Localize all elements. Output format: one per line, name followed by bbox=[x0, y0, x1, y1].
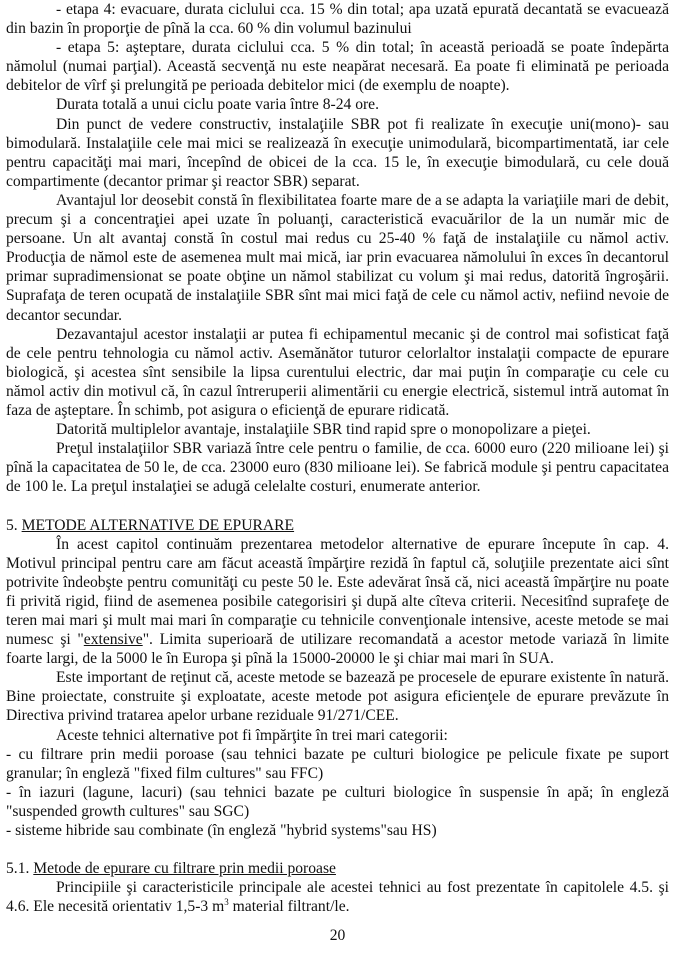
paragraph-construction: Din punct de vedere constructiv, instalaţiile SBR pot fi realizate în execuţie uni(mono)- sau bimodulară. Instalaţiile cele mai mici se realizează în execuţie unimodulară, bicompartimentată, iar cele pentru capacităţi mai mari, începînd de obicei de la cca. 15 le, în execuţie bimodulară, cu cele două compartimente (decantor primar şi reactor SBR) separat. bbox=[6, 115, 669, 190]
intro-text: În acest capitol continuăm prezentarea metodelor alternative de epurare începute în cap. 4. Motivul principal pentru care am făcut această împărţire rezidă în faptul că, soluţiile prezentate aici sînt potrivite îndeobşte pentru comunităţi cu peste 50 le. Este adevărat însă că, nici această împărţire nu poate fi privită rigid, fiind de asemenea posibile categorisiri şi după alte cîteva criterii. Necesitînd suprafeţe de teren mai mari şi mult mai mari în comparaţie cu tehnicile convenţionale intensive, aceste metode se mai numesc şi " bbox=[6, 535, 669, 649]
filter-text: Principiile şi caracteristicile principale ale acestei tehnici au fost prezentate în capitolele 4.5. şi 4.6. Ele necesită orientativ 1,5-3 m bbox=[6, 879, 669, 916]
paragraph-cycle-duration: Durata totală a unui ciclu poate varia între 8-24 ore. bbox=[56, 96, 379, 114]
filter-text-end: material filtrant/le. bbox=[228, 898, 350, 916]
paragraph-filter-media bbox=[6, 878, 669, 916]
paragraph-advantages: Avantajul lor deosebit constă în flexibilitatea foarte mare de a se adapta la variaţiile mari de debit, precum şi a concentraţiei apei uzate în poluanţi, caracteristică evacuărilor de la un număr mic de persoane. Un alt avantaj constă în costul mai redus cu 25-40 % faţă de instalaţiile cu nămol activ. Producţia de nămol este de asemenea mult mai mică, iar prin evacuarea nămolului în exces în decantorul primar supradimensionat se poate obţine un nămol stabilizat cu volum şi mai redus, datorită îngroşării. Suprafaţa de teren ocupată de instalaţiile SBR sînt mai mici faţă de cele cu nămol activ, nefiind nevoie de decantor secundar. bbox=[6, 191, 669, 324]
paragraph-categories-intro: Aceste tehnici alternative pot fi împărţite în trei mari categorii: bbox=[56, 726, 448, 744]
paragraph-price: Preţul instalaţiilor SBR variază între cele pentru o familie, de cca. 6000 euro (220 milioane lei) şi pînă la capacitatea de 50 le, de cca. 23000 euro (830 milioane lei). Se fabrică module şi pentru capacitatea de 100 le. La preţul instalaţiei se adugă celelalte costuri, enumerate anterior. bbox=[6, 440, 669, 496]
category-item: - cu filtrare prin medii poroase (sau tehnici bazate pe culturi biologice pe pelicule fixate pe suport granular; în engleză "fixed film cultures" sau FFC) bbox=[6, 745, 669, 782]
section-heading-5-1 bbox=[6, 859, 669, 878]
section-title: METODE ALTERNATIVE DE EPURARE bbox=[21, 516, 295, 534]
paragraph-disadvantages: Dezavantajul acestor instalaţii ar putea fi echipamentul mecanic şi de control mai sofisticat faţă de cele pentru tehnologia cu nămol activ. Asemănător tuturor celorlaltor instalaţii compacte de epurare biologică, şi acestea sînt sensibile la lipsa curentului electric, dar mai puţin în comparaţie cu cele cu nămol activ din motivul că, în cazul întreruperii alimentării cu energie electrică, sistemul intră automat în faza de aşteptare. În schimb, pot asigura o eficienţă de epurare ridicată. bbox=[6, 325, 669, 419]
superscript-3: 3 bbox=[224, 897, 229, 908]
spacer bbox=[6, 840, 669, 859]
category-item: - în iazuri (lagune, lacuri) (sau tehnici bazate pe culturi biologice în suspensie în apă; în engleză "suspended growth cultures" sau SGC) bbox=[6, 783, 669, 820]
term-extensive: extensive bbox=[83, 631, 143, 649]
category-item: - sisteme hibride sau combinate (în engleză "hybrid systems"sau HS) bbox=[6, 822, 437, 840]
spacer bbox=[6, 496, 669, 515]
paragraph-natural-processes: Este important de reţinut că, aceste metode se bazează pe procesele de epurare existente în natură. Bine proiectate, construite şi exploatate, aceste metode pot asigura eficienţele de epurare prevăzute în Directiva privind tratarea apelor urbane reziduale 91/271/CEE. bbox=[6, 669, 669, 725]
subsection-title: Metode de epurare cu filtrare prin medii poroase bbox=[33, 860, 336, 878]
section-heading-5 bbox=[6, 516, 669, 535]
paragraph-section-intro bbox=[6, 535, 669, 669]
paragraph-stage-5: - etapa 5: aşteptare, durata ciclului cca. 5 % din total; în această perioadă se poate îndepărta nămolul (numai parţial). Această secvenţă nu este neapărat necesară. Ea poate fi eliminată pe perioada debitelor de vîrf şi prelungită pe perioada debitelor mici (de exemplu de noapte). bbox=[6, 39, 669, 95]
section-number: 5. bbox=[6, 516, 18, 534]
paragraph-market: Datorită multiplelor avantaje, instalaţiile SBR tind rapid spre o monopolizare a pieţei. bbox=[56, 421, 591, 439]
paragraph-stage-4: - etapa 4: evacuare, durata ciclului cca. 15 % din total; apa uzată epurată decantată se evacuează din bazin în proporţie de pînă la cca. 60 % din volumul bazinului bbox=[6, 1, 669, 38]
page-number: 20 bbox=[329, 927, 346, 944]
subsection-number: 5.1. bbox=[6, 860, 30, 878]
page-body bbox=[6, 0, 669, 917]
intro-text-continued: ". Limita superioară de utilizare recomandată a acestor metode variază în limite foarte largi, de la 5000 le în Europa şi pînă la 15000-20000 le şi chiar mai mari în SUA. bbox=[6, 631, 670, 668]
